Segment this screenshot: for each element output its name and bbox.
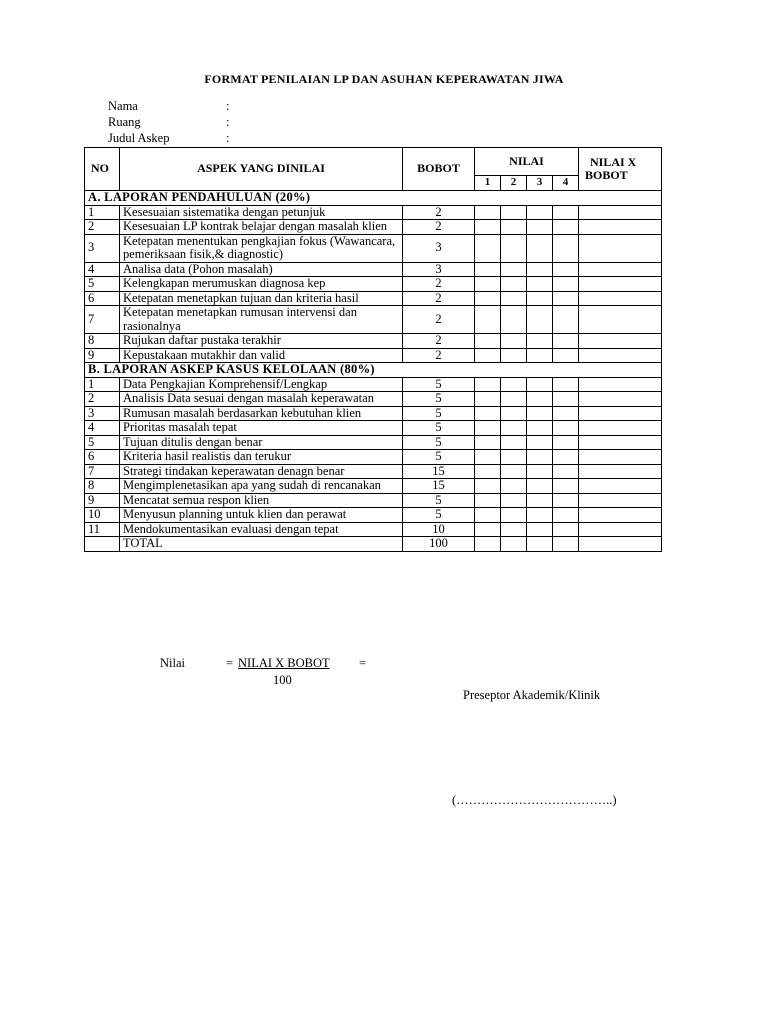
nilai-x-bobot-cell[interactable] — [579, 392, 662, 407]
score-cell[interactable] — [553, 537, 579, 552]
info-label: Judul Askep — [108, 131, 170, 145]
row-aspek: Kesesuaian LP kontrak belajar dengan masalah klien — [120, 220, 403, 235]
nilai-x-bobot-cell[interactable] — [579, 334, 662, 349]
score-cell[interactable] — [475, 377, 501, 392]
score-cell[interactable] — [501, 435, 527, 450]
score-cell[interactable] — [527, 537, 553, 552]
nilai-x-bobot-cell[interactable] — [579, 291, 662, 306]
row-no: 6 — [85, 291, 120, 306]
info-row-ruang — [108, 115, 229, 130]
nilai-x-bobot-cell[interactable] — [579, 508, 662, 523]
nilai-x-bobot-cell[interactable] — [579, 406, 662, 421]
score-cell[interactable] — [553, 450, 579, 465]
row-no: 1 — [85, 377, 120, 392]
row-bobot: 2 — [403, 277, 475, 292]
score-cell[interactable] — [501, 479, 527, 494]
row-bobot: 10 — [403, 522, 475, 537]
row-aspek: Kriteria hasil realistis dan terukur — [120, 450, 403, 465]
row-bobot: 2 — [403, 205, 475, 220]
nilai-x-bobot-cell[interactable] — [579, 421, 662, 436]
row-bobot: 2 — [403, 220, 475, 235]
score-cell[interactable] — [527, 493, 553, 508]
row-no: 8 — [85, 479, 120, 494]
table-row — [85, 450, 662, 465]
formula-denominator: 100 — [273, 673, 292, 687]
row-no: 6 — [85, 450, 120, 465]
row-aspek: Prioritas masalah tepat — [120, 421, 403, 436]
score-cell[interactable] — [501, 464, 527, 479]
row-bobot: 2 — [403, 291, 475, 306]
section-row — [85, 363, 662, 378]
score-cell[interactable] — [475, 537, 501, 552]
assessment-table — [84, 147, 662, 552]
row-bobot: 15 — [403, 479, 475, 494]
nilai-x-bobot-cell[interactable] — [579, 479, 662, 494]
row-bobot: 2 — [403, 348, 475, 363]
total-row — [85, 537, 662, 552]
header-aspek: ASPEK YANG DINILAI — [120, 148, 403, 191]
table-row — [85, 406, 662, 421]
table-row — [85, 205, 662, 220]
score-cell[interactable] — [501, 306, 527, 334]
score-cell[interactable] — [527, 205, 553, 220]
score-cell[interactable] — [527, 464, 553, 479]
row-no: 7 — [85, 306, 120, 334]
score-cell[interactable] — [527, 508, 553, 523]
score-cell[interactable] — [501, 537, 527, 552]
formula-equals-2: = — [359, 656, 367, 670]
score-cell[interactable] — [527, 406, 553, 421]
table-row — [85, 306, 662, 334]
nilai-x-bobot-cell[interactable] — [579, 262, 662, 277]
row-no: 4 — [85, 421, 120, 436]
score-cell[interactable] — [501, 377, 527, 392]
score-cell[interactable] — [527, 479, 553, 494]
nilai-x-bobot-cell[interactable] — [579, 220, 662, 235]
table-row — [85, 464, 662, 479]
score-cell[interactable] — [501, 450, 527, 465]
score-cell[interactable] — [475, 421, 501, 436]
table-row — [85, 493, 662, 508]
score-cell[interactable] — [527, 220, 553, 235]
score-cell[interactable] — [501, 522, 527, 537]
score-cell[interactable] — [475, 435, 501, 450]
info-row-nama — [108, 99, 229, 114]
header-nilai: NILAI — [475, 148, 579, 176]
score-header: 2 — [501, 176, 527, 191]
row-no: 10 — [85, 508, 120, 523]
row-bobot: 15 — [403, 464, 475, 479]
table-row — [85, 262, 662, 277]
section-title: A. LAPORAN PENDAHULUAN (20%) — [85, 191, 662, 206]
row-bobot: 3 — [403, 262, 475, 277]
score-cell[interactable] — [527, 450, 553, 465]
row-aspek: Data Pengkajian Komprehensif/Lengkap — [120, 377, 403, 392]
score-cell[interactable] — [553, 493, 579, 508]
score-cell[interactable] — [501, 406, 527, 421]
score-cell[interactable] — [553, 464, 579, 479]
table-row — [85, 334, 662, 349]
score-cell[interactable] — [553, 291, 579, 306]
row-bobot: 5 — [403, 406, 475, 421]
header-nilai-x-bobot-line2: BOBOT — [585, 168, 628, 182]
total-bobot: 100 — [403, 537, 475, 552]
score-cell[interactable] — [501, 205, 527, 220]
score-cell[interactable] — [553, 262, 579, 277]
row-aspek: Strategi tindakan keperawatan denagn benar — [120, 464, 403, 479]
score-cell[interactable] — [475, 464, 501, 479]
section-row — [85, 191, 662, 206]
score-cell[interactable] — [501, 508, 527, 523]
nilai-x-bobot-cell[interactable] — [579, 306, 662, 334]
formula-numerator: NILAI X BOBOT — [238, 656, 330, 670]
total-label: TOTAL — [120, 537, 403, 552]
score-cell[interactable] — [553, 334, 579, 349]
row-no: 7 — [85, 464, 120, 479]
row-no: 4 — [85, 262, 120, 277]
row-no: 9 — [85, 348, 120, 363]
table-row — [85, 392, 662, 407]
row-bobot: 5 — [403, 450, 475, 465]
score-cell[interactable] — [475, 306, 501, 334]
row-bobot: 5 — [403, 508, 475, 523]
row-aspek: Mendokumentasikan evaluasi dengan tepat — [120, 522, 403, 537]
info-colon: : — [226, 115, 230, 129]
score-header: 1 — [475, 176, 501, 191]
nilai-x-bobot-cell[interactable] — [579, 377, 662, 392]
row-aspek: Kesesuaian sistematika dengan petunjuk — [120, 205, 403, 220]
row-no: 2 — [85, 392, 120, 407]
row-no: 2 — [85, 220, 120, 235]
row-aspek: Kelengkapan merumuskan diagnosa kep — [120, 277, 403, 292]
score-cell[interactable] — [527, 291, 553, 306]
row-no: 11 — [85, 522, 120, 537]
info-label: Nama — [108, 99, 138, 113]
row-no: 3 — [85, 234, 120, 262]
score-cell[interactable] — [501, 493, 527, 508]
score-cell[interactable] — [475, 406, 501, 421]
row-aspek: Mencatat semua respon klien — [120, 493, 403, 508]
score-cell[interactable] — [475, 262, 501, 277]
score-cell[interactable] — [527, 377, 553, 392]
row-no: 8 — [85, 334, 120, 349]
row-aspek: Rumusan masalah berdasarkan kebutuhan klien — [120, 406, 403, 421]
row-no: 3 — [85, 406, 120, 421]
nilai-x-bobot-cell[interactable] — [579, 493, 662, 508]
score-cell[interactable] — [475, 234, 501, 262]
score-cell[interactable] — [527, 522, 553, 537]
score-cell[interactable] — [553, 522, 579, 537]
table-row — [85, 277, 662, 292]
row-bobot: 3 — [403, 234, 475, 262]
nilai-x-bobot-cell[interactable] — [579, 277, 662, 292]
header-bobot: BOBOT — [403, 148, 475, 191]
score-cell[interactable] — [475, 220, 501, 235]
score-cell[interactable] — [553, 348, 579, 363]
score-cell[interactable] — [527, 392, 553, 407]
score-cell[interactable] — [501, 392, 527, 407]
table-row — [85, 435, 662, 450]
nilai-x-bobot-cell[interactable] — [579, 522, 662, 537]
row-no: 1 — [85, 205, 120, 220]
score-cell[interactable] — [553, 508, 579, 523]
nilai-x-bobot-cell[interactable] — [579, 435, 662, 450]
score-cell[interactable] — [475, 493, 501, 508]
row-aspek: Ketepatan menetapkan rumusan intervensi dan rasionalnya — [120, 306, 403, 334]
score-cell[interactable] — [553, 435, 579, 450]
row-aspek: Tujuan ditulis dengan benar — [120, 435, 403, 450]
header-nilai-x-bobot-line1: NILAI X — [590, 154, 637, 169]
score-cell[interactable] — [475, 291, 501, 306]
row-no: 5 — [85, 277, 120, 292]
row-aspek: Menyusun planning untuk klien dan perawat — [120, 508, 403, 523]
row-bobot: 5 — [403, 392, 475, 407]
nilai-x-bobot-cell[interactable] — [579, 537, 662, 552]
row-no: 5 — [85, 435, 120, 450]
score-cell[interactable] — [553, 234, 579, 262]
header-no: NO — [85, 148, 120, 191]
score-cell[interactable] — [527, 306, 553, 334]
info-colon: : — [226, 131, 230, 145]
row-aspek: Kepustakaan mutakhir dan valid — [120, 348, 403, 363]
row-aspek: Ketepatan menentukan pengkajian fokus (Wawancara, pemeriksaan fisik,& diagnostic) — [120, 234, 403, 262]
table-row — [85, 220, 662, 235]
score-cell[interactable] — [553, 220, 579, 235]
table-row — [85, 348, 662, 363]
score-cell[interactable] — [527, 234, 553, 262]
header-nilai-x-bobot — [579, 148, 662, 191]
score-cell[interactable] — [475, 479, 501, 494]
table-row — [85, 234, 662, 262]
score-cell[interactable] — [501, 277, 527, 292]
score-cell[interactable] — [553, 406, 579, 421]
row-aspek: Mengimplenetasikan apa yang sudah di rencanakan — [120, 479, 403, 494]
table-row — [85, 522, 662, 537]
score-cell[interactable] — [527, 334, 553, 349]
nilai-x-bobot-cell[interactable] — [579, 205, 662, 220]
table-row — [85, 479, 662, 494]
score-cell[interactable] — [553, 421, 579, 436]
score-cell[interactable] — [475, 348, 501, 363]
nilai-x-bobot-cell[interactable] — [579, 234, 662, 262]
score-cell[interactable] — [501, 348, 527, 363]
score-cell[interactable] — [527, 262, 553, 277]
row-aspek: Analisa data (Pohon masalah) — [120, 262, 403, 277]
score-cell[interactable] — [475, 334, 501, 349]
score-header: 4 — [553, 176, 579, 191]
document-title: FORMAT PENILAIAN LP DAN ASUHAN KEPERAWATAN JIWA — [204, 72, 564, 86]
row-bobot: 2 — [403, 306, 475, 334]
table-row — [85, 508, 662, 523]
row-aspek: Rujukan daftar pustaka terakhir — [120, 334, 403, 349]
score-cell[interactable] — [501, 220, 527, 235]
score-cell[interactable] — [475, 508, 501, 523]
score-cell[interactable] — [501, 291, 527, 306]
score-cell[interactable] — [501, 262, 527, 277]
row-bobot: 5 — [403, 421, 475, 436]
nilai-x-bobot-cell[interactable] — [579, 348, 662, 363]
formula-nilai-label: Nilai — [160, 656, 185, 670]
score-cell[interactable] — [527, 277, 553, 292]
section-title: B. LAPORAN ASKEP KASUS KELOLAAN (80%) — [85, 363, 662, 378]
score-cell[interactable] — [553, 392, 579, 407]
score-cell[interactable] — [553, 205, 579, 220]
score-cell[interactable] — [527, 348, 553, 363]
info-row-judul-askep — [108, 131, 229, 146]
table-row — [85, 291, 662, 306]
nilai-x-bobot-cell[interactable] — [579, 450, 662, 465]
score-cell[interactable] — [475, 392, 501, 407]
score-cell[interactable] — [553, 377, 579, 392]
score-header: 3 — [527, 176, 553, 191]
score-cell[interactable] — [501, 234, 527, 262]
signature-line: (………………………………..) — [452, 793, 617, 807]
info-colon: : — [226, 99, 230, 113]
table-row — [85, 377, 662, 392]
info-label: Ruang — [108, 115, 141, 129]
row-bobot: 5 — [403, 377, 475, 392]
table-header-row — [85, 148, 662, 176]
score-cell[interactable] — [475, 450, 501, 465]
score-cell[interactable] — [553, 277, 579, 292]
score-cell[interactable] — [527, 421, 553, 436]
score-cell[interactable] — [475, 205, 501, 220]
score-cell[interactable] — [501, 334, 527, 349]
score-cell[interactable] — [501, 421, 527, 436]
score-cell[interactable] — [553, 306, 579, 334]
row-aspek: Ketepatan menetapkan tujuan dan kriteria hasil — [120, 291, 403, 306]
score-cell[interactable] — [553, 479, 579, 494]
signature-title: Preseptor Akademik/Klinik — [463, 688, 601, 702]
total-no — [85, 537, 120, 552]
row-bobot: 2 — [403, 334, 475, 349]
formula-equals: = — [226, 656, 234, 670]
table-row — [85, 421, 662, 436]
row-bobot: 5 — [403, 493, 475, 508]
row-aspek: Analisis Data sesuai dengan masalah keperawatan — [120, 392, 403, 407]
nilai-x-bobot-cell[interactable] — [579, 464, 662, 479]
score-cell[interactable] — [527, 435, 553, 450]
score-cell[interactable] — [475, 277, 501, 292]
score-cell[interactable] — [475, 522, 501, 537]
row-bobot: 5 — [403, 435, 475, 450]
row-no: 9 — [85, 493, 120, 508]
